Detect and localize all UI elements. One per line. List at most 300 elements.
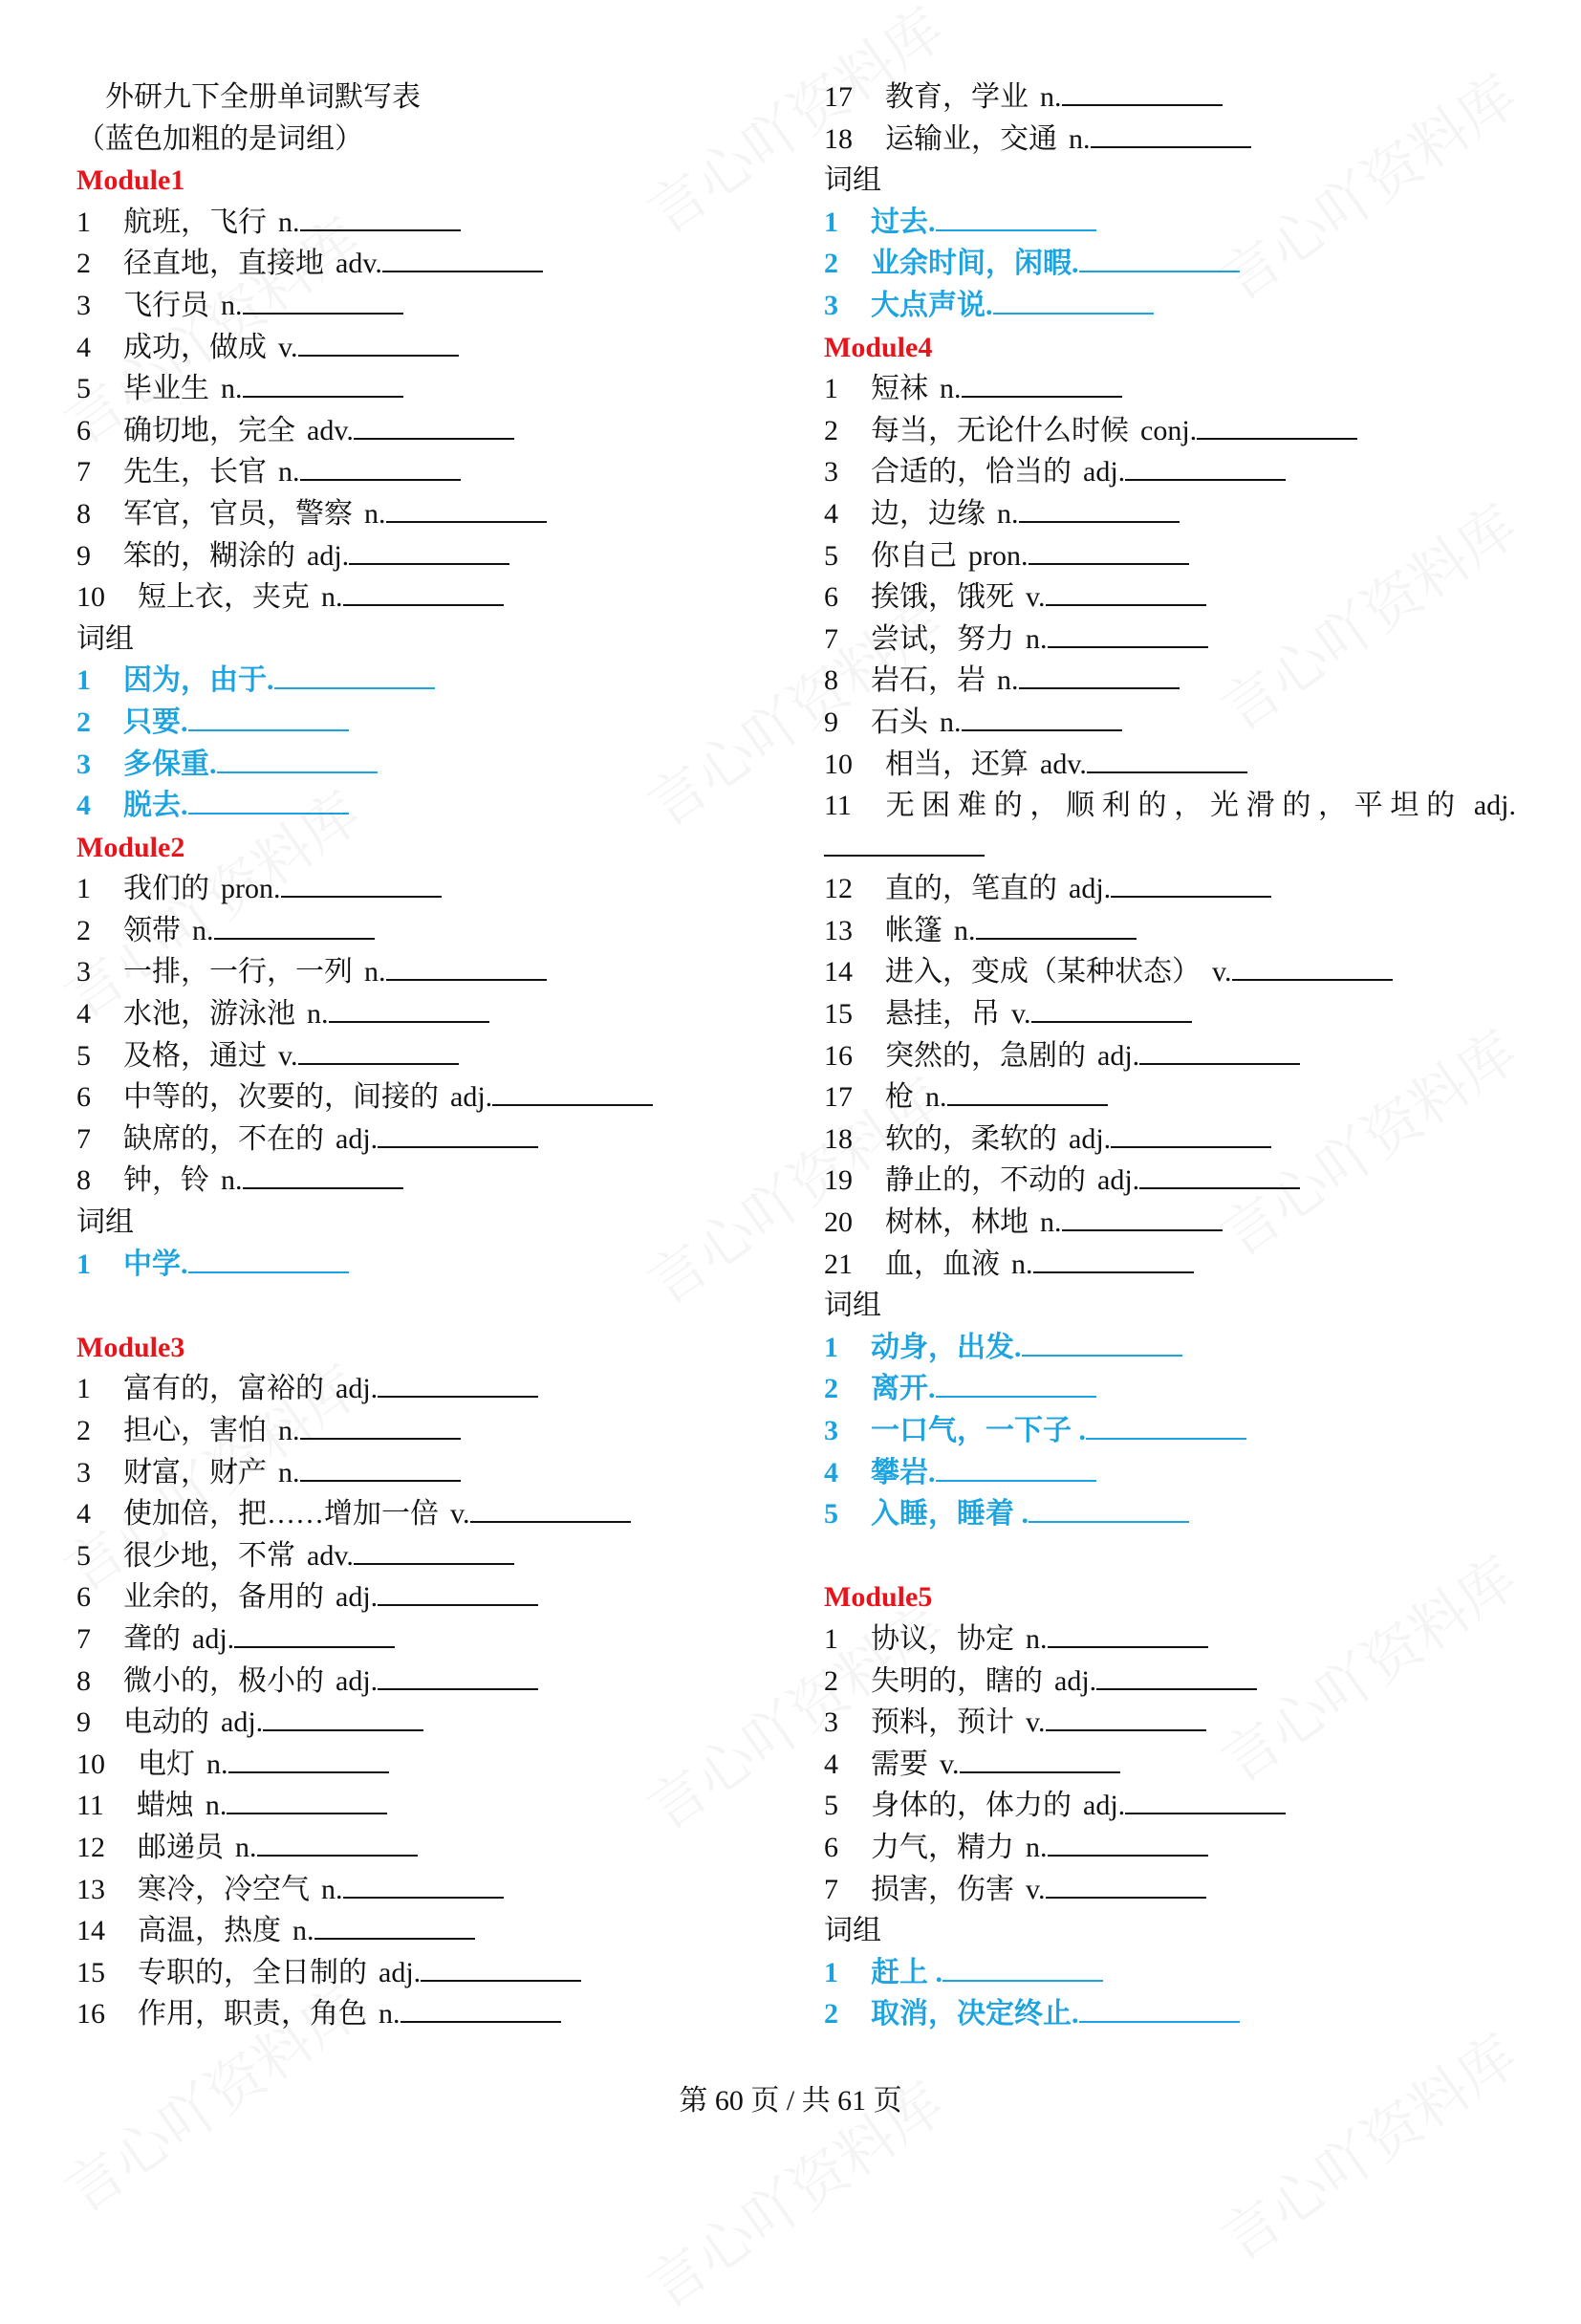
word-item xyxy=(76,868,746,910)
item-number: 7 xyxy=(824,622,838,655)
item-number: 2 xyxy=(824,1664,838,1697)
part-of-speech: n. xyxy=(364,956,386,988)
item-number: 8 xyxy=(76,497,91,530)
part-of-speech: n. xyxy=(1026,622,1048,655)
item-meaning: 赶上 . xyxy=(871,1956,942,1988)
part-of-speech: n. xyxy=(221,373,243,405)
word-item xyxy=(76,1910,746,1952)
answer-blank[interactable] xyxy=(947,1079,1108,1106)
word-item xyxy=(824,910,1516,952)
item-meaning: 取消，决定终止. xyxy=(871,1998,1079,2031)
answer-blank[interactable] xyxy=(243,371,403,398)
answer-blank[interactable] xyxy=(386,954,547,981)
phrase-section-heading: 词组 xyxy=(824,1290,881,1322)
part-of-speech: n. xyxy=(1069,122,1091,155)
answer-blank[interactable] xyxy=(354,1538,514,1565)
part-of-speech: n. xyxy=(1026,1622,1048,1655)
item-number: 20 xyxy=(824,1206,853,1239)
answer-blank[interactable] xyxy=(1046,1872,1206,1899)
item-meaning: 高温，热度 xyxy=(138,1915,281,1947)
part-of-speech: v. xyxy=(278,1039,298,1072)
part-of-speech: n. xyxy=(997,664,1019,697)
answer-blank[interactable] xyxy=(1048,1830,1208,1857)
word-item xyxy=(824,76,1516,119)
item-meaning: 业余的，备用的 xyxy=(123,1581,324,1614)
answer-blank[interactable] xyxy=(942,1955,1103,1982)
word-item xyxy=(824,868,1516,910)
item-number: 14 xyxy=(76,1915,105,1947)
word-item xyxy=(76,576,746,619)
item-number: 6 xyxy=(824,1831,838,1863)
answer-blank[interactable] xyxy=(354,413,514,440)
part-of-speech: n. xyxy=(307,998,329,1031)
item-number: 16 xyxy=(824,1039,853,1072)
item-number: 16 xyxy=(76,1998,105,2031)
item-number: 4 xyxy=(824,497,838,530)
answer-blank[interactable] xyxy=(228,1747,389,1773)
item-number: 15 xyxy=(824,998,853,1031)
answer-blank[interactable] xyxy=(470,1496,631,1523)
item-number: 5 xyxy=(76,373,91,405)
item-number: 11 xyxy=(76,1790,104,1822)
item-meaning: 入睡，睡着 . xyxy=(871,1498,1029,1531)
word-item xyxy=(824,1827,1516,1869)
answer-blank[interactable] xyxy=(1029,1496,1189,1523)
item-number: 9 xyxy=(76,1706,91,1739)
answer-blank[interactable] xyxy=(1125,454,1286,481)
answer-blank[interactable] xyxy=(281,871,442,898)
item-meaning: 作用，职责，角色 xyxy=(138,1998,367,2031)
part-of-speech: adj. xyxy=(1054,1664,1097,1697)
word-item xyxy=(76,1827,746,1869)
answer-blank[interactable] xyxy=(1139,1038,1300,1065)
item-number: 2 xyxy=(824,414,838,446)
word-item xyxy=(76,202,746,244)
item-meaning: 血，血液 xyxy=(885,1248,1000,1280)
part-of-speech: n. xyxy=(278,1415,300,1446)
item-number: 2 xyxy=(824,248,838,280)
part-of-speech: adj. xyxy=(1473,790,1516,822)
spacer xyxy=(76,1285,746,1327)
answer-blank[interactable] xyxy=(298,330,459,357)
item-meaning: 攀岩. xyxy=(871,1456,936,1488)
item-number: 1 xyxy=(824,1956,838,1988)
answer-blank[interactable] xyxy=(962,371,1122,398)
word-item xyxy=(76,1869,746,1911)
answer-blank[interactable] xyxy=(329,996,489,1023)
answer-blank[interactable] xyxy=(824,830,985,857)
item-number: 18 xyxy=(824,122,853,155)
word-item xyxy=(824,1202,1516,1244)
word-item xyxy=(76,493,746,535)
item-number: 1 xyxy=(76,1373,91,1405)
item-number: 5 xyxy=(76,1039,91,1072)
phrase-section-heading: 词组 xyxy=(824,164,881,197)
item-number: 3 xyxy=(76,748,91,780)
answer-blank[interactable] xyxy=(300,454,461,481)
item-meaning: 我们的 xyxy=(123,873,209,905)
word-item xyxy=(76,1785,746,1827)
item-number: 1 xyxy=(76,873,91,905)
item-number: 1 xyxy=(76,1248,91,1280)
part-of-speech: n. xyxy=(1040,81,1062,113)
item-meaning: 很少地，不常 xyxy=(123,1539,295,1572)
answer-blank[interactable] xyxy=(378,1371,538,1398)
item-meaning: 直的，笔直的 xyxy=(885,873,1057,905)
answer-blank[interactable] xyxy=(960,1747,1120,1773)
item-number: 17 xyxy=(824,81,853,113)
part-of-speech: v. xyxy=(1026,1706,1046,1739)
item-meaning: 电灯 xyxy=(138,1748,195,1780)
answer-blank[interactable] xyxy=(1033,1247,1194,1273)
module-heading: Module5 xyxy=(824,1581,933,1614)
answer-blank[interactable] xyxy=(1232,954,1393,981)
answer-blank[interactable] xyxy=(378,1663,538,1690)
answer-blank[interactable] xyxy=(1091,121,1251,148)
part-of-speech: n. xyxy=(954,914,976,946)
answer-blank[interactable] xyxy=(1111,871,1271,898)
answer-blank[interactable] xyxy=(1046,579,1206,606)
phrase-item xyxy=(824,1368,1516,1410)
part-of-speech: n. xyxy=(997,497,1019,530)
part-of-speech: pron. xyxy=(221,873,281,905)
answer-blank[interactable] xyxy=(349,538,509,565)
item-meaning: 离开. xyxy=(871,1373,936,1405)
item-number: 6 xyxy=(76,414,91,446)
item-number: 4 xyxy=(824,1748,838,1780)
word-item xyxy=(824,493,1516,535)
answer-blank[interactable] xyxy=(976,913,1137,940)
item-number: 12 xyxy=(824,873,853,905)
answer-blank[interactable] xyxy=(1019,496,1180,523)
answer-blank[interactable] xyxy=(343,1872,504,1899)
word-item xyxy=(824,744,1516,786)
item-meaning: 成功，做成 xyxy=(123,331,267,363)
item-meaning: 预料，预计 xyxy=(871,1706,1014,1739)
part-of-speech: adj. xyxy=(1069,873,1112,905)
word-item xyxy=(824,1785,1516,1827)
item-number: 2 xyxy=(824,1373,838,1405)
item-number: 10 xyxy=(824,748,853,780)
item-meaning: 岩石，岩 xyxy=(871,664,985,697)
item-meaning: 损害，伤害 xyxy=(871,1873,1014,1905)
word-item xyxy=(76,1744,746,1786)
part-of-speech: adj. xyxy=(192,1622,235,1655)
part-of-speech: adj. xyxy=(1097,1039,1140,1072)
answer-blank[interactable] xyxy=(217,747,378,773)
answer-blank[interactable] xyxy=(1022,1330,1182,1357)
word-item xyxy=(824,1702,1516,1744)
answer-blank[interactable] xyxy=(257,1830,418,1857)
item-meaning: 使加倍，把……增加一倍 xyxy=(123,1498,439,1531)
answer-blank[interactable] xyxy=(1096,1663,1257,1690)
item-meaning: 笨的，糊涂的 xyxy=(123,539,295,572)
answer-blank[interactable] xyxy=(1197,413,1357,440)
module-heading: Module4 xyxy=(824,331,933,363)
item-meaning: 飞行员 xyxy=(123,289,209,321)
word-item xyxy=(824,993,1516,1035)
word-item xyxy=(76,1452,746,1494)
answer-blank[interactable] xyxy=(936,1455,1096,1482)
word-item xyxy=(76,1035,746,1077)
answer-blank[interactable] xyxy=(1048,1621,1208,1648)
answer-blank[interactable] xyxy=(1087,747,1247,773)
answer-blank[interactable] xyxy=(1062,79,1223,106)
word-item xyxy=(76,1076,746,1119)
answer-blank[interactable] xyxy=(421,1955,581,1982)
word-item xyxy=(824,119,1516,161)
answer-blank[interactable] xyxy=(386,496,547,523)
part-of-speech: pron. xyxy=(968,539,1029,572)
item-meaning: 蜡烛 xyxy=(136,1790,194,1822)
word-item xyxy=(76,1576,746,1618)
word-item xyxy=(76,1952,746,1994)
part-of-speech: conj. xyxy=(1140,414,1198,446)
left-column xyxy=(76,76,746,2035)
item-meaning: 只要. xyxy=(123,706,188,738)
word-item xyxy=(824,1035,1516,1077)
answer-blank[interactable] xyxy=(936,205,1096,231)
answer-blank[interactable] xyxy=(378,1579,538,1606)
item-meaning: 领带 xyxy=(123,914,181,946)
item-meaning: 帐篷 xyxy=(885,914,942,946)
item-meaning: 及格，通过 xyxy=(123,1039,267,1072)
answer-blank[interactable] xyxy=(1111,1121,1271,1148)
part-of-speech: n. xyxy=(321,1873,343,1905)
item-meaning: 静止的，不动的 xyxy=(885,1164,1086,1197)
answer-blank[interactable] xyxy=(993,288,1154,315)
answer-blank[interactable] xyxy=(1062,1205,1223,1231)
item-number: 5 xyxy=(76,1539,91,1572)
item-meaning: 合适的，恰当的 xyxy=(871,456,1072,489)
item-meaning: 过去. xyxy=(871,206,936,238)
item-meaning: 动身，出发. xyxy=(871,1331,1022,1363)
answer-blank[interactable] xyxy=(263,1705,423,1731)
module-heading: Module3 xyxy=(76,1331,185,1363)
item-meaning: 因为，由于. xyxy=(123,664,274,697)
part-of-speech: n. xyxy=(940,373,962,405)
answer-blank[interactable] xyxy=(1079,1996,1240,2023)
phrase-item xyxy=(76,702,746,744)
answer-blank[interactable] xyxy=(1086,1413,1246,1440)
part-of-speech: v. xyxy=(1011,998,1031,1031)
word-item xyxy=(824,702,1516,744)
item-meaning: 缺席的，不在的 xyxy=(123,1122,324,1155)
item-meaning: 中学. xyxy=(123,1248,188,1280)
answer-blank[interactable] xyxy=(1048,621,1208,648)
part-of-speech: adj. xyxy=(1083,1790,1126,1822)
word-item xyxy=(76,1661,746,1703)
part-of-speech: adj. xyxy=(450,1081,493,1114)
part-of-speech: adj. xyxy=(1069,1122,1112,1155)
part-of-speech: v. xyxy=(450,1498,470,1531)
answer-blank[interactable] xyxy=(188,705,349,731)
item-number: 12 xyxy=(76,1831,105,1863)
item-number: 1 xyxy=(824,206,838,238)
phrase-section-heading: 词组 xyxy=(76,1206,134,1239)
item-meaning: 短上衣，夹克 xyxy=(138,581,310,614)
word-item xyxy=(76,1618,746,1661)
word-item xyxy=(76,951,746,993)
item-meaning: 相当，还算 xyxy=(885,748,1029,780)
word-item xyxy=(824,576,1516,619)
item-meaning: 挨饿，饿死 xyxy=(871,581,1014,614)
phrase-item xyxy=(824,1493,1516,1535)
item-number: 13 xyxy=(824,914,853,946)
item-number: 8 xyxy=(76,1164,91,1197)
answer-blank[interactable] xyxy=(1079,246,1240,272)
item-number: 18 xyxy=(824,1122,853,1155)
part-of-speech: adj. xyxy=(336,1664,379,1697)
item-meaning: 专职的，全日制的 xyxy=(138,1956,367,1988)
part-of-speech: n. xyxy=(221,289,243,321)
answer-blank[interactable] xyxy=(298,1038,459,1065)
answer-blank[interactable] xyxy=(343,579,504,606)
item-number: 4 xyxy=(824,1456,838,1488)
answer-blank[interactable] xyxy=(401,1996,561,2023)
answer-blank[interactable] xyxy=(300,205,461,231)
item-number: 5 xyxy=(824,1790,838,1822)
item-meaning: 径直地，直接地 xyxy=(123,248,324,280)
word-item xyxy=(824,451,1516,493)
item-number: 6 xyxy=(824,581,838,614)
item-number: 1 xyxy=(76,664,91,697)
word-item xyxy=(824,535,1516,577)
item-number: 3 xyxy=(824,456,838,489)
word-item xyxy=(76,410,746,452)
item-number: 1 xyxy=(824,1331,838,1363)
part-of-speech: n. xyxy=(321,581,343,614)
item-number: 14 xyxy=(824,956,853,988)
word-item xyxy=(824,410,1516,452)
module-heading: Module1 xyxy=(76,164,185,197)
answer-blank[interactable] xyxy=(188,788,349,814)
item-number: 15 xyxy=(76,1956,105,1988)
item-number: 1 xyxy=(824,1622,838,1655)
answer-blank[interactable] xyxy=(1125,1788,1286,1814)
item-meaning: 财富，财产 xyxy=(123,1456,267,1488)
phrase-item xyxy=(76,785,746,827)
watermark xyxy=(1202,2012,1531,2277)
phrase-item xyxy=(824,243,1516,285)
word-item xyxy=(824,1244,1516,1286)
answer-blank[interactable] xyxy=(378,1121,538,1148)
answer-blank[interactable] xyxy=(1139,1162,1300,1189)
word-item xyxy=(76,368,746,410)
word-item xyxy=(76,451,746,493)
answer-blank[interactable] xyxy=(300,1455,461,1482)
item-number: 3 xyxy=(76,1456,91,1488)
item-number: 10 xyxy=(76,1748,105,1780)
item-number: 7 xyxy=(76,456,91,489)
phrase-item xyxy=(76,744,746,786)
part-of-speech: adv. xyxy=(307,1539,354,1572)
word-item xyxy=(76,1368,746,1410)
word-item xyxy=(824,1661,1516,1703)
document-title: 外研九下全册单词默写表 xyxy=(105,81,421,113)
answer-blank[interactable] xyxy=(243,288,403,315)
item-number: 2 xyxy=(76,706,91,738)
answer-blank[interactable] xyxy=(300,1413,461,1440)
item-meaning: 失明的，瞎的 xyxy=(871,1664,1043,1697)
part-of-speech: adj. xyxy=(336,1122,379,1155)
item-number: 1 xyxy=(76,206,91,238)
item-meaning: 一排，一行，一列 xyxy=(123,956,353,988)
answer-blank[interactable] xyxy=(243,1162,403,1189)
part-of-speech: n. xyxy=(235,1831,257,1863)
answer-blank[interactable] xyxy=(214,913,375,940)
item-number: 4 xyxy=(76,331,91,363)
word-item xyxy=(76,1119,746,1161)
answer-blank[interactable] xyxy=(1031,996,1192,1023)
answer-blank[interactable] xyxy=(1019,662,1180,689)
part-of-speech: adj. xyxy=(336,1373,379,1405)
item-meaning: 业余时间，闲暇. xyxy=(871,248,1079,280)
item-meaning: 需要 xyxy=(871,1748,928,1780)
item-number: 3 xyxy=(76,956,91,988)
answer-blank[interactable] xyxy=(492,1079,653,1106)
answer-blank[interactable] xyxy=(962,705,1122,731)
answer-blank[interactable] xyxy=(274,662,435,689)
answer-blank[interactable] xyxy=(227,1788,387,1814)
phrase-section-heading: 词组 xyxy=(824,1915,881,1947)
item-number: 6 xyxy=(76,1081,91,1114)
item-meaning: 聋的 xyxy=(123,1622,181,1655)
item-number: 8 xyxy=(76,1664,91,1697)
word-item xyxy=(824,660,1516,702)
word-item xyxy=(76,327,746,369)
item-number: 2 xyxy=(76,1415,91,1446)
item-number: 3 xyxy=(824,1706,838,1739)
answer-blank[interactable] xyxy=(382,246,543,272)
answer-blank[interactable] xyxy=(1046,1705,1206,1731)
item-number: 2 xyxy=(824,1998,838,2031)
item-number: 10 xyxy=(76,581,105,614)
answer-blank[interactable] xyxy=(188,1247,349,1273)
part-of-speech: adv. xyxy=(307,414,354,446)
item-meaning: 先生，长官 xyxy=(123,456,267,489)
word-item xyxy=(824,1618,1516,1661)
item-meaning: 一口气，一下子 . xyxy=(871,1415,1086,1446)
answer-blank[interactable] xyxy=(936,1371,1096,1398)
answer-blank[interactable] xyxy=(314,1913,475,1940)
item-meaning: 确切地，完全 xyxy=(123,414,295,446)
part-of-speech: n. xyxy=(1011,1248,1033,1280)
word-item xyxy=(76,993,746,1035)
part-of-speech: adv. xyxy=(336,248,382,280)
item-meaning: 航班，飞行 xyxy=(123,206,267,238)
spacer xyxy=(824,1535,1516,1577)
item-number: 9 xyxy=(76,539,91,572)
item-number: 8 xyxy=(824,664,838,697)
part-of-speech: adj. xyxy=(1083,456,1126,489)
item-meaning: 中等的，次要的，间接的 xyxy=(123,1081,439,1114)
phrase-item xyxy=(824,1952,1516,1994)
answer-blank[interactable] xyxy=(1029,538,1189,565)
module-heading: Module2 xyxy=(76,831,185,863)
part-of-speech: n. xyxy=(292,1915,314,1947)
answer-blank[interactable] xyxy=(234,1621,395,1648)
document-subtitle: （蓝色加粗的是词组） xyxy=(76,122,363,155)
word-item xyxy=(824,1119,1516,1161)
part-of-speech: n. xyxy=(205,1790,227,1822)
item-number: 4 xyxy=(76,790,91,822)
item-number: 2 xyxy=(76,248,91,280)
phrase-section-heading: 词组 xyxy=(76,622,134,655)
word-item xyxy=(76,1160,746,1202)
item-meaning: 担心，害怕 xyxy=(123,1415,267,1446)
part-of-speech: n. xyxy=(364,497,386,530)
